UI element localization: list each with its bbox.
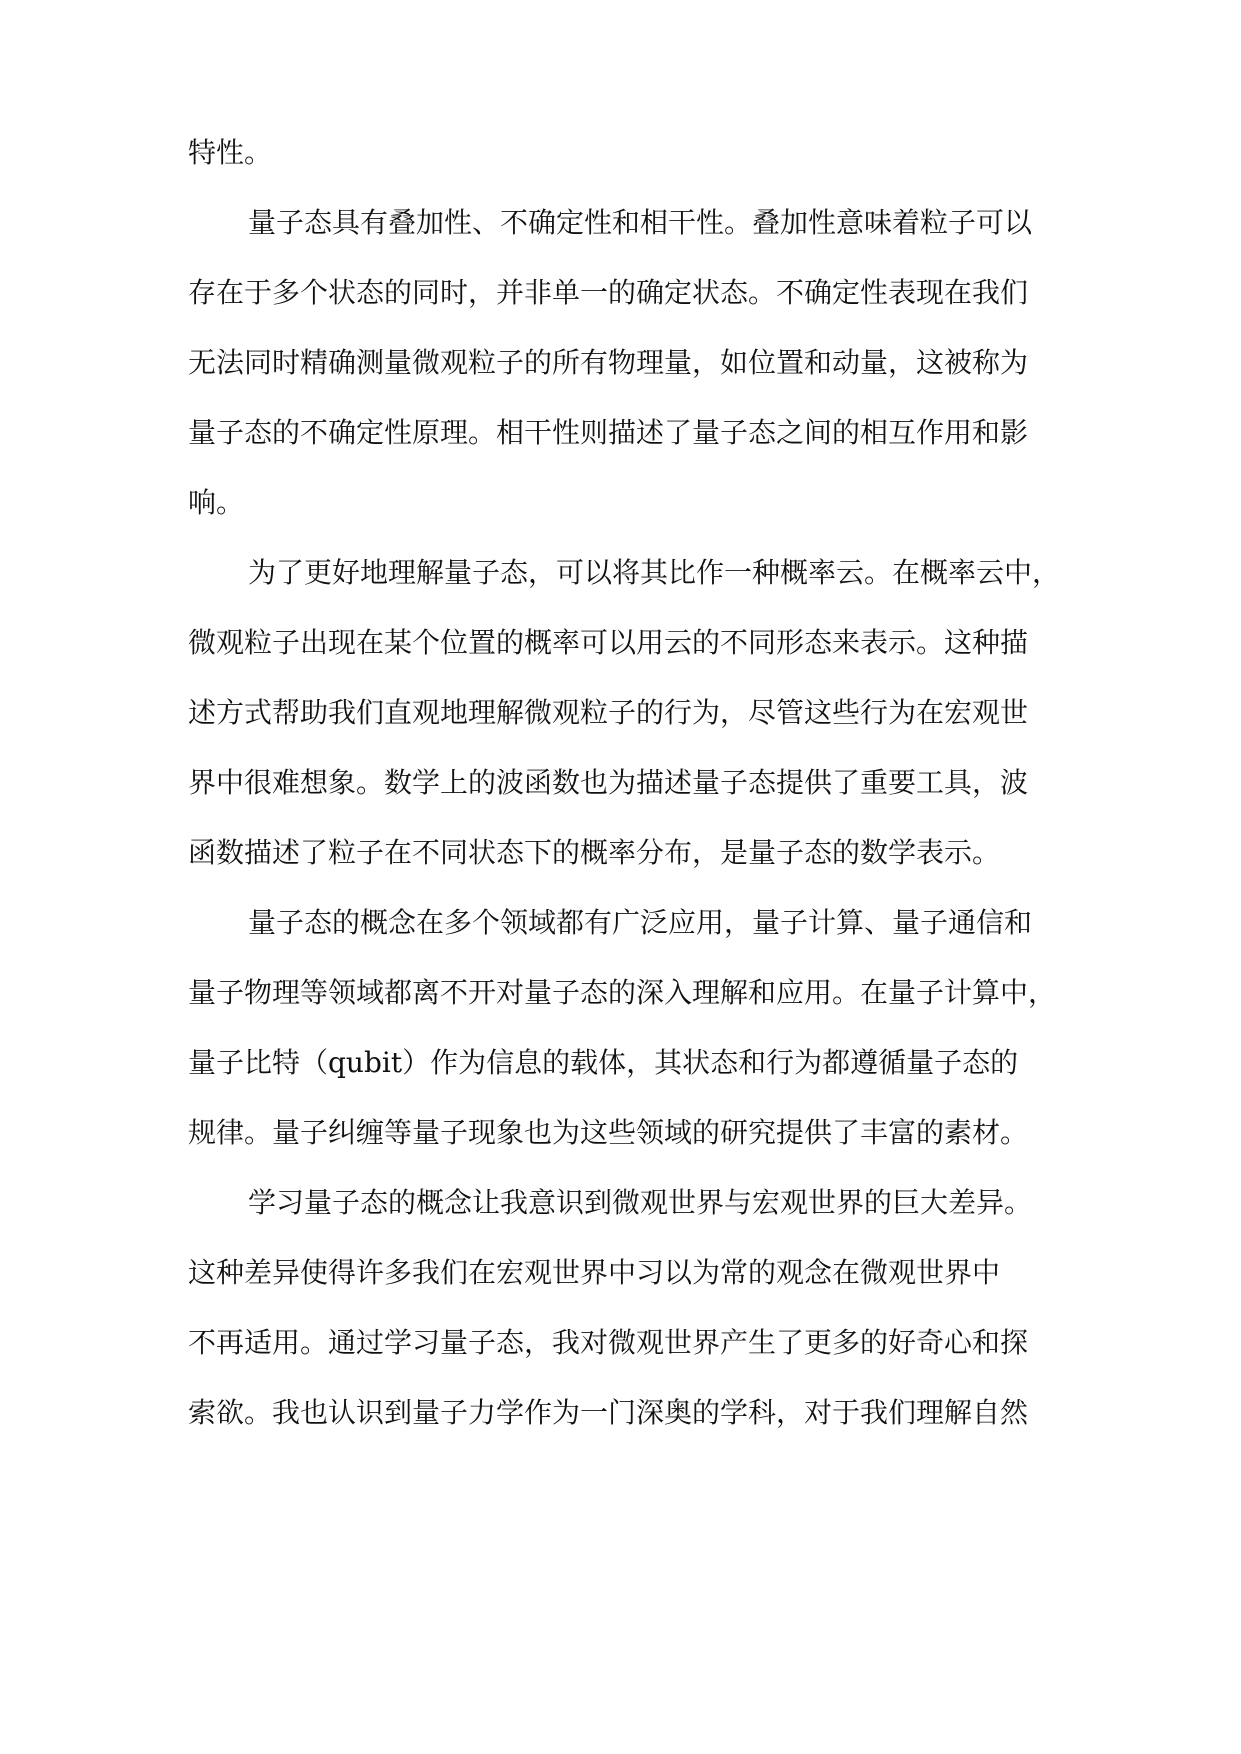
text-line: 微观粒子出现在某个位置的概率可以用云的不同形态来表示。这种描 <box>188 626 1029 659</box>
text-line: 无法同时精确测量微观粒子的所有物理量，如位置和动量，这被称为 <box>188 346 1029 379</box>
text-line: 规律。量子纠缠等量子现象也为这些领域的研究提供了丰富的素材。 <box>188 1116 1029 1149</box>
text-line: 存在于多个状态的同时，并非单一的确定状态。不确定性表现在我们 <box>188 276 1029 309</box>
text-line: 量子态的不确定性原理。相干性则描述了量子态之间的相互作用和影 <box>188 416 1029 449</box>
text-line: 特性。 <box>188 136 273 169</box>
paragraph-first-line: 量子态具有叠加性、不确定性和相干性。叠加性意味着粒子可以 <box>248 206 1033 239</box>
text-line: 量子比特（qubit）作为信息的载体，其状态和行为都遵循量子态的 <box>188 1046 1019 1079</box>
paragraph-first-line: 为了更好地理解量子态，可以将其比作一种概率云。在概率云中， <box>248 556 1061 589</box>
text-line: 索欲。我也认识到量子力学作为一门深奥的学科，对于我们理解自然 <box>188 1396 1029 1429</box>
text-line: 这种差异使得许多我们在宏观世界中习以为常的观念在微观世界中 <box>188 1256 1001 1289</box>
paragraph-first-line: 量子态的概念在多个领域都有广泛应用，量子计算、量子通信和 <box>248 906 1033 939</box>
text-line: 量子物理等领域都离不开对量子态的深入理解和应用。在量子计算中， <box>188 976 1057 1009</box>
text-line: 函数描述了粒子在不同状态下的概率分布，是量子态的数学表示。 <box>188 836 1001 869</box>
text-line: 不再适用。通过学习量子态，我对微观世界产生了更多的好奇心和探 <box>188 1326 1029 1359</box>
text-line: 界中很难想象。数学上的波函数也为描述量子态提供了重要工具，波 <box>188 766 1029 799</box>
text-line: 述方式帮助我们直观地理解微观粒子的行为，尽管这些行为在宏观世 <box>188 696 1029 729</box>
paragraph-first-line: 学习量子态的概念让我意识到微观世界与宏观世界的巨大差异。 <box>248 1186 1033 1219</box>
text-line: 响。 <box>188 486 245 519</box>
